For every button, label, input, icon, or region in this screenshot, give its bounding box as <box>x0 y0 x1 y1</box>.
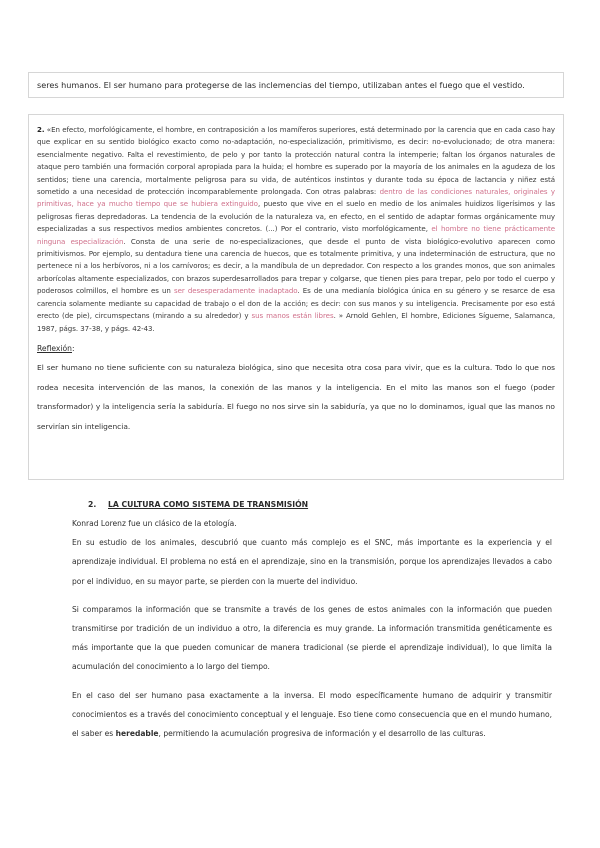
reflection-text: El ser humano no tiene suficiente con su naturaleza biológica, sino que necesita otra cosa para vivir, que es la cultura. Todo lo que nos rodea necesita intervención de las manos, la conexión de las manos y la inteligencia. En el mito las manos son el fuego (poder transformador) y la inteligencia sería la sabiduría. El fuego no nos sirve sin la sabiduría, ya que no lo dominamos, igual que las manos no servirían sin inteligencia. <box>37 362 555 431</box>
paragraph-genes: Si comparamos la información que se transmite a través de los genes de estos animales con la información que pueden transmitirse por tradición de un individuo a otro, la diferencia es muy grande. La información transmitida genéticamente es más importante que la que pueden comunicar de manera tradicional (se pierde el aprendizaje individual), lo que limita la acumulación del conocimiento a lo largo del tiempo. <box>72 604 552 672</box>
section-title: LA CULTURA COMO SISTEMA DE TRANSMISIÓN <box>108 500 309 509</box>
paragraph-lorenz: Konrad Lorenz fue un clásico de la etología. <box>72 519 237 528</box>
reflection-title: Reflexión <box>37 343 72 353</box>
quote-segment-5: . » Arnold Gehlen, El hombre, Ediciones Sígueme, Salamanca, 1987, págs. 37-38, y págs. 42-43. <box>37 311 556 333</box>
quote-segment-3: . Consta de una serie de no-especializaciones, que desde el punto de vista biológico-evolutivo aparecen como primitivismos. Por ejemplo, su dentadura tiene una carencia de huecos, que es totalmente primitiva, y una indeterminación de estructura, que no pertenece ni a los herbívoros, ni a los carnívoros; es decir, a la mandíbula de un depredador. Con respecto a los grandes monos, que son animales arborícolas altamente especializados, con brazos superdesarrollados para trepar y colgarse, que tienen pies para trepar, pelo por todo el cuerpo y poderosos colmillos, el hombre es un <box>37 236 555 296</box>
previous-page-text: seres humanos. El ser humano para protegerse de las inclemencias del tiempo, utilizaban antes el fuego que el vestido. <box>37 80 525 90</box>
quote-box <box>28 114 564 480</box>
gehlen-quote <box>37 124 555 335</box>
quote-segment-1: «En efecto, morfológicamente, el hombre, en contraposición a los mamíferos superiores, está determinado por la carencia que en cada caso hay que explicar en su sentido biológico exacto como no-adaptación, no-especialización, primitivismo, es decir: no-evolucionado; de otra manera: esencialmente negativo. Falta el revestimiento, de pelo y por tanto la protección natural contra la intemperie; faltan los órganos naturales de ataque pero también una formación corporal apropiada para la huida; el hombre es superado por la mayoría de los animales en la agudeza de los sentidos; tiene una carencia, mortalmente peligrosa para su vida, de auténticos instintos y durante toda su época de lactancia y niñez está sometido a una necesidad de protección incomparablemente prolongada. Con otras palabras: <box>37 125 555 197</box>
paragraph-snc: En su estudio de los animales, descubrió que cuanto más complejo es el SNC, más importante es la experiencia y el aprendizaje individual. El problema no está en el aprendizaje, sino en la transmisión, porque los aprendizajes llevados a cabo por el individuo, en su mayor parte, se pierden con la muerte del individuo. <box>72 538 552 586</box>
quote-highlight-4: sus manos están libres <box>251 311 334 321</box>
quote-highlight-3: ser desesperadamente inadaptado <box>173 286 298 296</box>
reflection-heading <box>37 343 555 355</box>
reflection-colon: : <box>72 343 75 353</box>
quote-segment-2: , puesto que vive en el suelo en medio de los animales huidizos ligerísimos y las peligrosas fieras depredadoras. La tendencia de la evolución de la naturaleza va, en efecto, en el sentido de adaptar formas orgánicamente muy especializadas a sus respectivos medios ambientes concretos. (...) Por el contrario, visto morfológicamente, <box>37 199 555 234</box>
section-heading <box>88 498 552 512</box>
paragraph-human-a: En el caso del ser humano pasa exactamente a la inversa. El modo específicamente humano de adquirir y transmitir conocimientos es a través del conocimiento conceptual y el lenguaje. Eso tiene como consecuencia que en el mundo humano, el saber es <box>72 690 552 739</box>
quote-highlight-2: el hombre no tiene prácticamente ninguna especialización <box>37 224 555 246</box>
previous-page-text-box <box>28 72 564 98</box>
paragraph-human-b: , permitiendo la acumulación progresiva de información y el desarrollo de las culturas. <box>158 729 486 739</box>
quote-highlight-1: dentro de las condiciones naturales, originales y primitivas, hace ya mucho tiempo que se hubiera extinguido <box>37 187 555 209</box>
paragraph-human <box>72 686 552 744</box>
quote-number: 2. <box>37 125 45 134</box>
quote-segment-4: . Es de una medianía biológica única en su género y se resarce de esa carencia solamente mediante su capacidad de trabajo o el don de la acción; es decir: con sus manos y su inteligencia. Precisamente por eso está erecto (de pie), circumspectans (mirando a su alrededor) y <box>37 286 556 321</box>
section-cultura-transmision <box>72 498 552 743</box>
heredable-term: heredable <box>115 729 159 739</box>
section-number: 2. <box>88 500 97 509</box>
